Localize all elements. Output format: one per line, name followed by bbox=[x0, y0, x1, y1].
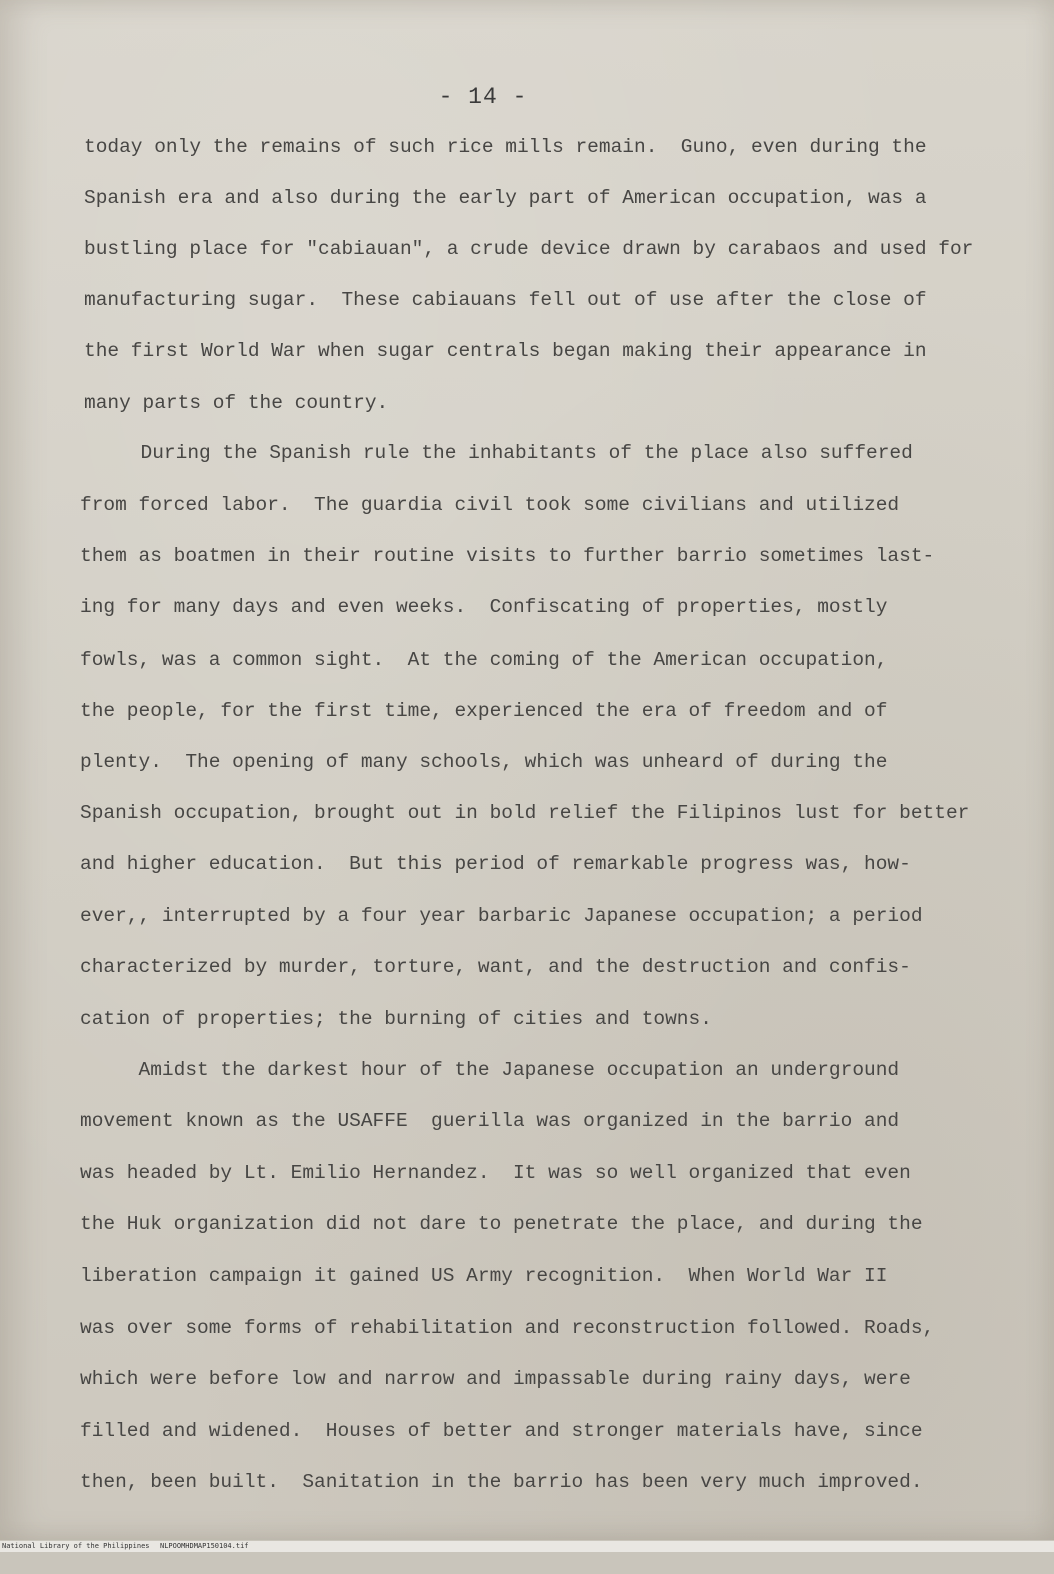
text-line: today only the remains of such rice mills remain. Guno, even during the bbox=[84, 136, 927, 158]
text-line: liberation campaign it gained US Army recognition. When World War II bbox=[80, 1265, 888, 1287]
text-line: and higher education. But this period of remarkable progress was, how- bbox=[80, 853, 911, 875]
text-line: characterized by murder, torture, want, and the destruction and confis- bbox=[80, 956, 911, 978]
text-line: ever,, interrupted by a four year barbaric Japanese occupation; a period bbox=[80, 905, 923, 927]
text-line: which were before low and narrow and impassable during rainy days, were bbox=[80, 1368, 911, 1390]
text-line: During the Spanish rule the inhabitants of the place also suffered bbox=[82, 442, 913, 464]
text-line: many parts of the country. bbox=[84, 392, 389, 414]
text-line: Spanish occupation, brought out in bold relief the Filipinos lust for better bbox=[80, 802, 970, 824]
text-line: the people, for the first time, experienced the era of freedom and of bbox=[80, 700, 888, 722]
page-number: - 14 - bbox=[438, 84, 528, 110]
text-line: Amidst the darkest hour of the Japanese occupation an underground bbox=[80, 1059, 900, 1081]
text-line: was headed by Lt. Emilio Hernandez. It was so well organized that even bbox=[80, 1162, 911, 1184]
text-line: movement known as the USAFFE guerilla was organized in the barrio and bbox=[80, 1110, 900, 1132]
text-line: then, been built. Sanitation in the barrio has been very much improved. bbox=[80, 1471, 923, 1493]
text-line: ing for many days and even weeks. Confiscating of properties, mostly bbox=[80, 596, 888, 618]
text-line: manufacturing sugar. These cabiauans fell out of use after the close of bbox=[84, 289, 927, 311]
scan-footer bbox=[0, 1541, 1054, 1552]
text-line: plenty. The opening of many schools, which was unheard of during the bbox=[80, 751, 888, 773]
footer-filename: NLPOOMHDMAP150104.tif bbox=[160, 1542, 249, 1550]
text-line: was over some forms of rehabilitation and reconstruction followed. Roads, bbox=[80, 1317, 935, 1339]
text-line: filled and widened. Houses of better and stronger materials have, since bbox=[80, 1420, 923, 1442]
text-line: them as boatmen in their routine visits to further barrio sometimes last- bbox=[80, 545, 935, 567]
text-line: the Huk organization did not dare to penetrate the place, and during the bbox=[80, 1213, 923, 1235]
text-line: fowls, was a common sight. At the coming of the American occupation, bbox=[80, 649, 888, 671]
text-line: the first World War when sugar centrals began making their appearance in bbox=[84, 340, 927, 362]
text-line: from forced labor. The guardia civil took some civilians and utilized bbox=[80, 494, 900, 516]
text-line: bustling place for "cabiauan", a crude device drawn by carabaos and used for bbox=[84, 238, 974, 260]
text-line: Spanish era and also during the early part of American occupation, was a bbox=[84, 187, 927, 209]
text-line: cation of properties; the burning of cities and towns. bbox=[80, 1008, 712, 1030]
footer-library: National Library of the Philippines bbox=[2, 1542, 150, 1550]
